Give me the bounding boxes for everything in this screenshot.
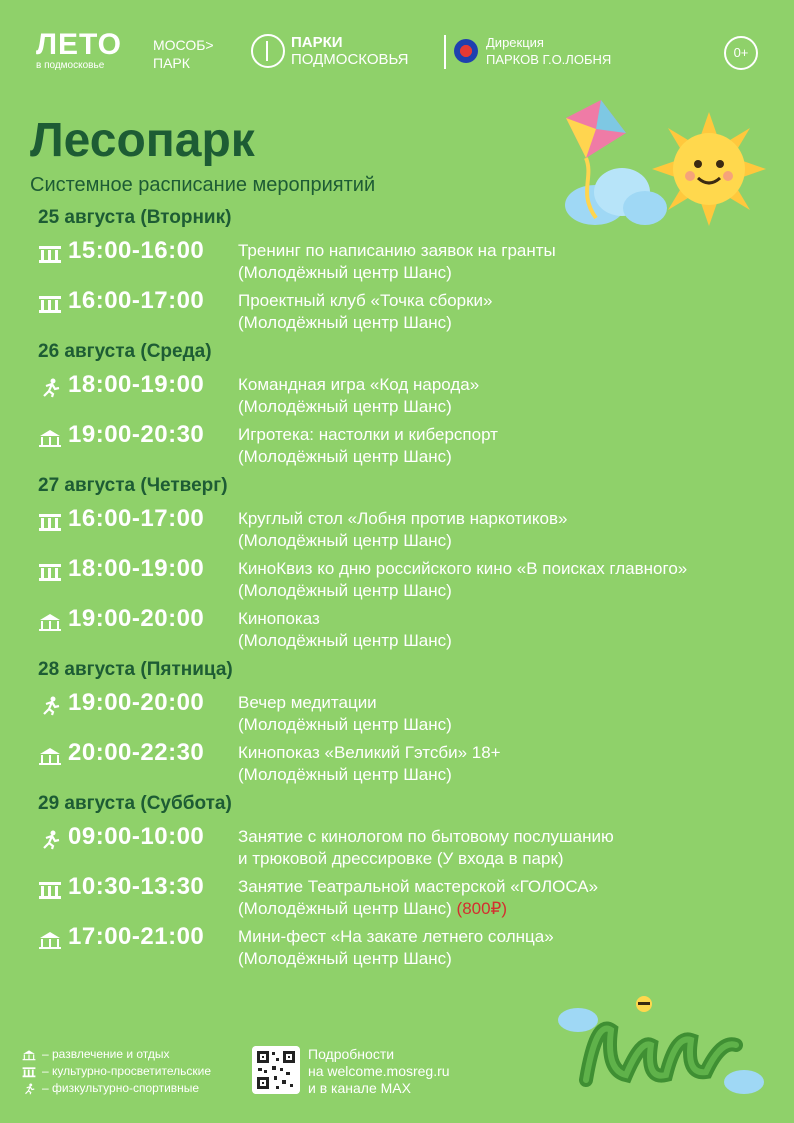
runner-icon <box>38 378 62 398</box>
more-info <box>308 1046 450 1097</box>
leto-logo <box>36 30 122 72</box>
event-location: (Молодёжный центр Шанс) <box>238 899 452 918</box>
event-row <box>38 738 778 788</box>
leto-logo-sub: в подмосковье <box>36 60 105 71</box>
header-divider <box>444 35 446 69</box>
carousel-icon <box>38 930 62 950</box>
event-title: Игротека: настолки и киберспорт <box>238 425 498 444</box>
legend-entertainment-label: – развлечение и отдых <box>42 1047 170 1061</box>
event-description <box>238 692 452 736</box>
event-location: (Молодёжный центр Шанс) <box>238 397 452 416</box>
event-location: (Молодёжный центр Шанс) <box>238 581 452 600</box>
emblem-icon <box>454 39 478 63</box>
qr-code[interactable] <box>252 1046 300 1094</box>
event-time: 10:30-13:30 <box>68 873 205 900</box>
more-info-line1: Подробности <box>308 1046 395 1062</box>
event-title: Занятие с кинологом по бытовому послушанию <box>238 827 614 846</box>
event-location: (Молодёжный центр Шанс) <box>238 447 452 466</box>
event-location: (Молодёжный центр Шанс) <box>238 949 452 968</box>
header <box>36 30 764 80</box>
event-time: 19:00-20:00 <box>68 605 205 632</box>
event-description <box>238 424 498 468</box>
event-row <box>38 236 778 286</box>
event-row <box>38 604 778 654</box>
directorate-logo <box>454 34 611 68</box>
event-row <box>38 688 778 738</box>
event-description <box>238 290 493 334</box>
event-title: Кинопоказ «Великий Гэтсби» 18+ <box>238 743 501 762</box>
parks-logo <box>251 34 409 68</box>
legend-entertainment <box>22 1046 211 1063</box>
dir-line2: ПАРКОВ Г.О.ЛОБНЯ <box>486 52 612 67</box>
day-heading: 26 августа (Среда) <box>38 341 212 362</box>
event-time: 20:00-22:30 <box>68 739 205 766</box>
event-location: (Молодёжный центр Шанс) <box>238 631 452 650</box>
event-title: Занятие Театральной мастерской «ГОЛОСА» <box>238 877 599 896</box>
event-description <box>238 508 567 552</box>
legend-sport <box>22 1080 211 1097</box>
museum-icon <box>38 244 62 264</box>
carousel-icon <box>22 1049 36 1061</box>
leto-logo-text: ЛЕТО <box>36 28 122 61</box>
runner-icon <box>38 830 62 850</box>
page-title: Лесопарк <box>30 114 255 167</box>
more-info-line2[interactable]: на welcome.mosreg.ru <box>308 1063 450 1079</box>
more-info-line3: и в канале MAX <box>308 1080 411 1096</box>
event-time: 19:00-20:00 <box>68 689 205 716</box>
dir-line1: Дирекция <box>486 35 544 50</box>
event-title: Кинопоказ <box>238 609 320 628</box>
event-time: 09:00-10:00 <box>68 823 205 850</box>
day-heading: 28 августа (Пятница) <box>38 659 233 680</box>
day-heading: 29 августа (Суббота) <box>38 793 232 814</box>
mosob-line1: МОСОБ> <box>153 37 214 53</box>
event-description <box>238 374 479 418</box>
legend-culture <box>22 1063 211 1080</box>
event-time: 17:00-21:00 <box>68 923 205 950</box>
event-location: и трюковой дрессировке (У входа в парк) <box>238 849 564 868</box>
event-time: 18:00-19:00 <box>68 555 205 582</box>
event-description <box>238 742 501 786</box>
page-subtitle: Системное расписание мероприятий <box>30 174 376 196</box>
leaf-icon <box>251 34 285 68</box>
event-location: (Молодёжный центр Шанс) <box>238 715 452 734</box>
parks-line2: ПОДМОСКОВЬЯ <box>291 51 409 68</box>
event-row <box>38 420 778 470</box>
age-badge: 0+ <box>724 36 758 70</box>
schedule <box>38 206 778 976</box>
event-time: 19:00-20:30 <box>68 421 205 448</box>
event-title: КиноКвиз ко дню российского кино «В поисках главного» <box>238 559 688 578</box>
event-time: 15:00-16:00 <box>68 237 205 264</box>
event-location: (Молодёжный центр Шанс) <box>238 531 452 550</box>
event-row <box>38 370 778 420</box>
museum-icon <box>38 562 62 582</box>
legend <box>22 1046 211 1097</box>
event-row <box>38 872 778 922</box>
runner-icon <box>38 696 62 716</box>
event-description <box>238 876 598 920</box>
event-row <box>38 286 778 336</box>
museum-icon <box>38 294 62 314</box>
event-title: Командная игра «Код народа» <box>238 375 480 394</box>
event-title: Вечер медитации <box>238 693 377 712</box>
parks-line1: ПАРКИ <box>291 34 343 51</box>
event-location: (Молодёжный центр Шанс) <box>238 313 452 332</box>
event-title: Тренинг по написанию заявок на гранты <box>238 241 556 260</box>
legend-culture-label: – культурно-просветительские <box>42 1064 211 1078</box>
day-heading: 25 августа (Вторник) <box>38 207 232 228</box>
event-description <box>238 558 687 602</box>
event-description <box>238 240 556 284</box>
museum-icon <box>38 512 62 532</box>
event-time: 16:00-17:00 <box>68 505 205 532</box>
legend-sport-label: – физкультурно-спортивные <box>42 1081 200 1095</box>
event-row <box>38 922 778 972</box>
event-row <box>38 504 778 554</box>
event-title: Круглый стол «Лобня против наркотиков» <box>238 509 568 528</box>
event-row <box>38 554 778 604</box>
leto-grass-art <box>556 990 766 1110</box>
mosobpark-logo <box>153 36 214 72</box>
event-location: (Молодёжный центр Шанс) <box>238 263 452 282</box>
event-time: 18:00-19:00 <box>68 371 205 398</box>
event-row <box>38 822 778 872</box>
day-heading: 27 августа (Четверг) <box>38 475 228 496</box>
museum-icon <box>38 880 62 900</box>
event-price: (800₽) <box>456 899 508 918</box>
event-title: Проектный клуб «Точка сборки» <box>238 291 493 310</box>
museum-icon <box>22 1066 36 1078</box>
event-title: Мини-фест «На закате летнего солнца» <box>238 927 554 946</box>
carousel-icon <box>38 612 62 632</box>
event-location: (Молодёжный центр Шанс) <box>238 765 452 784</box>
event-time: 16:00-17:00 <box>68 287 205 314</box>
runner-icon <box>22 1083 36 1095</box>
event-description <box>238 826 614 870</box>
mosob-line2: ПАРК <box>153 55 190 71</box>
event-description <box>238 926 554 970</box>
event-description <box>238 608 452 652</box>
carousel-icon <box>38 746 62 766</box>
carousel-icon <box>38 428 62 448</box>
